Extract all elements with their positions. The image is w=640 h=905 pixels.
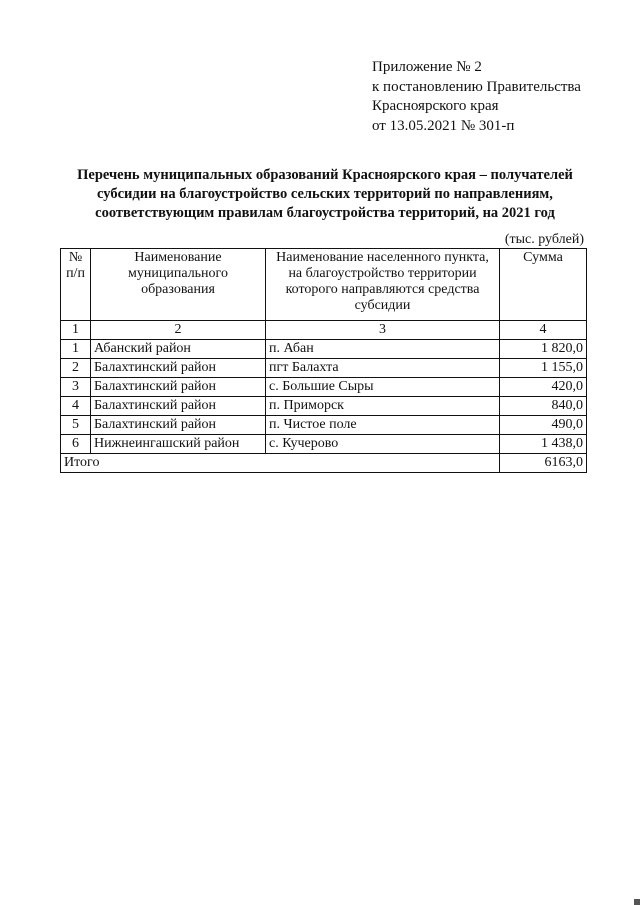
title-line: соответствующим правилам благоустройства территорий, на 2021 год [95, 205, 555, 221]
appendix-header [372, 58, 581, 136]
row-settlement: п. Приморск [266, 397, 500, 416]
row-amount: 1 820,0 [500, 340, 587, 359]
row-number: 6 [61, 435, 91, 454]
document-title [56, 166, 594, 223]
header-amount: Сумма [500, 249, 587, 321]
subsidy-table [60, 248, 587, 473]
table-row [61, 340, 587, 359]
table-row [61, 397, 587, 416]
scan-corner-mark [634, 899, 640, 905]
row-settlement: с. Кучерово [266, 435, 500, 454]
column-number-row [61, 321, 587, 340]
row-settlement: п. Абан [266, 340, 500, 359]
row-settlement: п. Чистое поле [266, 416, 500, 435]
header-settlement: Наименование населенного пункта, на благоустройство территории которого направляются средства субсидии [266, 249, 500, 321]
row-amount: 840,0 [500, 397, 587, 416]
row-municipality: Нижнеингашский район [91, 435, 266, 454]
column-number: 3 [266, 321, 500, 340]
header-number: № п/п [61, 249, 91, 321]
row-amount: 420,0 [500, 378, 587, 397]
units-label: (тыс. рублей) [504, 232, 584, 247]
row-amount: 1 438,0 [500, 435, 587, 454]
row-municipality: Балахтинский район [91, 397, 266, 416]
appendix-decree-ref: к постановлению Правительства [372, 78, 581, 95]
row-settlement: пгт Балахта [266, 359, 500, 378]
row-municipality: Балахтинский район [91, 359, 266, 378]
row-settlement: с. Большие Сыры [266, 378, 500, 397]
row-amount: 490,0 [500, 416, 587, 435]
row-municipality: Балахтинский район [91, 378, 266, 397]
row-number: 2 [61, 359, 91, 378]
total-label: Итого [61, 454, 500, 473]
row-number: 3 [61, 378, 91, 397]
table-row [61, 359, 587, 378]
table-row [61, 416, 587, 435]
column-number: 4 [500, 321, 587, 340]
table-header-row [61, 249, 587, 321]
row-number: 5 [61, 416, 91, 435]
column-number: 1 [61, 321, 91, 340]
appendix-region: Красноярского края [372, 98, 499, 114]
total-row [61, 454, 587, 473]
appendix-number: Приложение № 2 [372, 59, 482, 75]
appendix-date: от 13.05.2021 № 301-п [372, 117, 515, 134]
row-amount: 1 155,0 [500, 359, 587, 378]
row-municipality: Абанский район [91, 340, 266, 359]
column-number: 2 [91, 321, 266, 340]
row-number: 1 [61, 340, 91, 359]
row-municipality: Балахтинский район [91, 416, 266, 435]
row-number: 4 [61, 397, 91, 416]
title-line: субсидии на благоустройство сельских территорий по направлениям, [97, 186, 553, 202]
header-municipality: Наименование муниципального образования [91, 249, 266, 321]
table-row [61, 435, 587, 454]
table-row [61, 378, 587, 397]
total-amount: 6163,0 [500, 454, 587, 473]
title-line: Перечень муниципальных образований Красноярского края – получателей [77, 167, 573, 183]
